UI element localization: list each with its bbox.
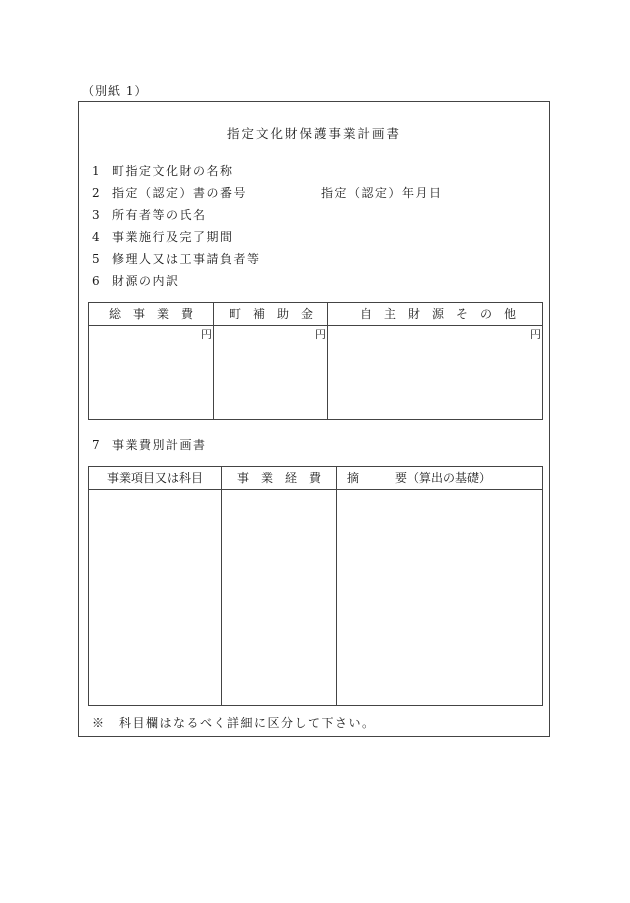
- plan-table: [88, 466, 543, 706]
- item-number: 2: [92, 186, 102, 200]
- yen-unit-subsidy: 円: [315, 328, 326, 341]
- funding-table: [88, 302, 543, 420]
- column-divider: [213, 303, 214, 419]
- form-title: 指定文化財保護事業計画書: [226, 126, 401, 141]
- item-5: [92, 250, 261, 267]
- item-label: 修理人又は工事請負者等: [112, 252, 261, 266]
- item-7: [92, 436, 207, 453]
- item-number: 4: [92, 230, 102, 244]
- yen-unit-own: 円: [530, 328, 541, 341]
- item-number: 5: [92, 252, 102, 266]
- item-number: 6: [92, 274, 102, 288]
- designation-date-label: 指定（認定）年月日: [321, 186, 443, 200]
- yen-unit-total: 円: [201, 328, 212, 341]
- item-number: 1: [92, 164, 102, 178]
- header-total-cost: 総 事 業 費: [108, 307, 193, 321]
- header-own-funds: 自 主 財 源 そ の 他: [359, 307, 516, 321]
- annex-label: （別紙 1）: [82, 84, 148, 98]
- item-4: [92, 228, 234, 245]
- header-project-cost: 事 業 経 費: [236, 471, 321, 485]
- item-2: [92, 184, 247, 201]
- item-number: 7: [92, 438, 102, 452]
- item-label: 町指定文化財の名称: [112, 164, 234, 178]
- form-frame: [78, 101, 550, 737]
- header-item-or-account: 事業項目又は科目: [106, 471, 203, 485]
- column-divider: [336, 467, 337, 705]
- column-divider: [221, 467, 222, 705]
- item-label: 財源の内訳: [112, 274, 180, 288]
- item-label: 所有者等の氏名: [112, 208, 207, 222]
- item-3: [92, 206, 207, 223]
- item-6: [92, 272, 180, 289]
- header-divider: [89, 489, 542, 490]
- item-label: 事業施行及完了期間: [112, 230, 234, 244]
- footnote: ※ 科目欄はなるべく詳細に区分して下さい。: [92, 716, 376, 730]
- header-town-subsidy: 町 補 助 金: [228, 307, 313, 321]
- header-summary-basis: 摘 要（算出の基礎）: [347, 471, 492, 485]
- item-label: 事業費別計画書: [112, 438, 207, 452]
- item-number: 3: [92, 208, 102, 222]
- column-divider: [327, 303, 328, 419]
- item-label: 指定（認定）書の番号: [112, 186, 248, 200]
- item-1: [92, 162, 234, 179]
